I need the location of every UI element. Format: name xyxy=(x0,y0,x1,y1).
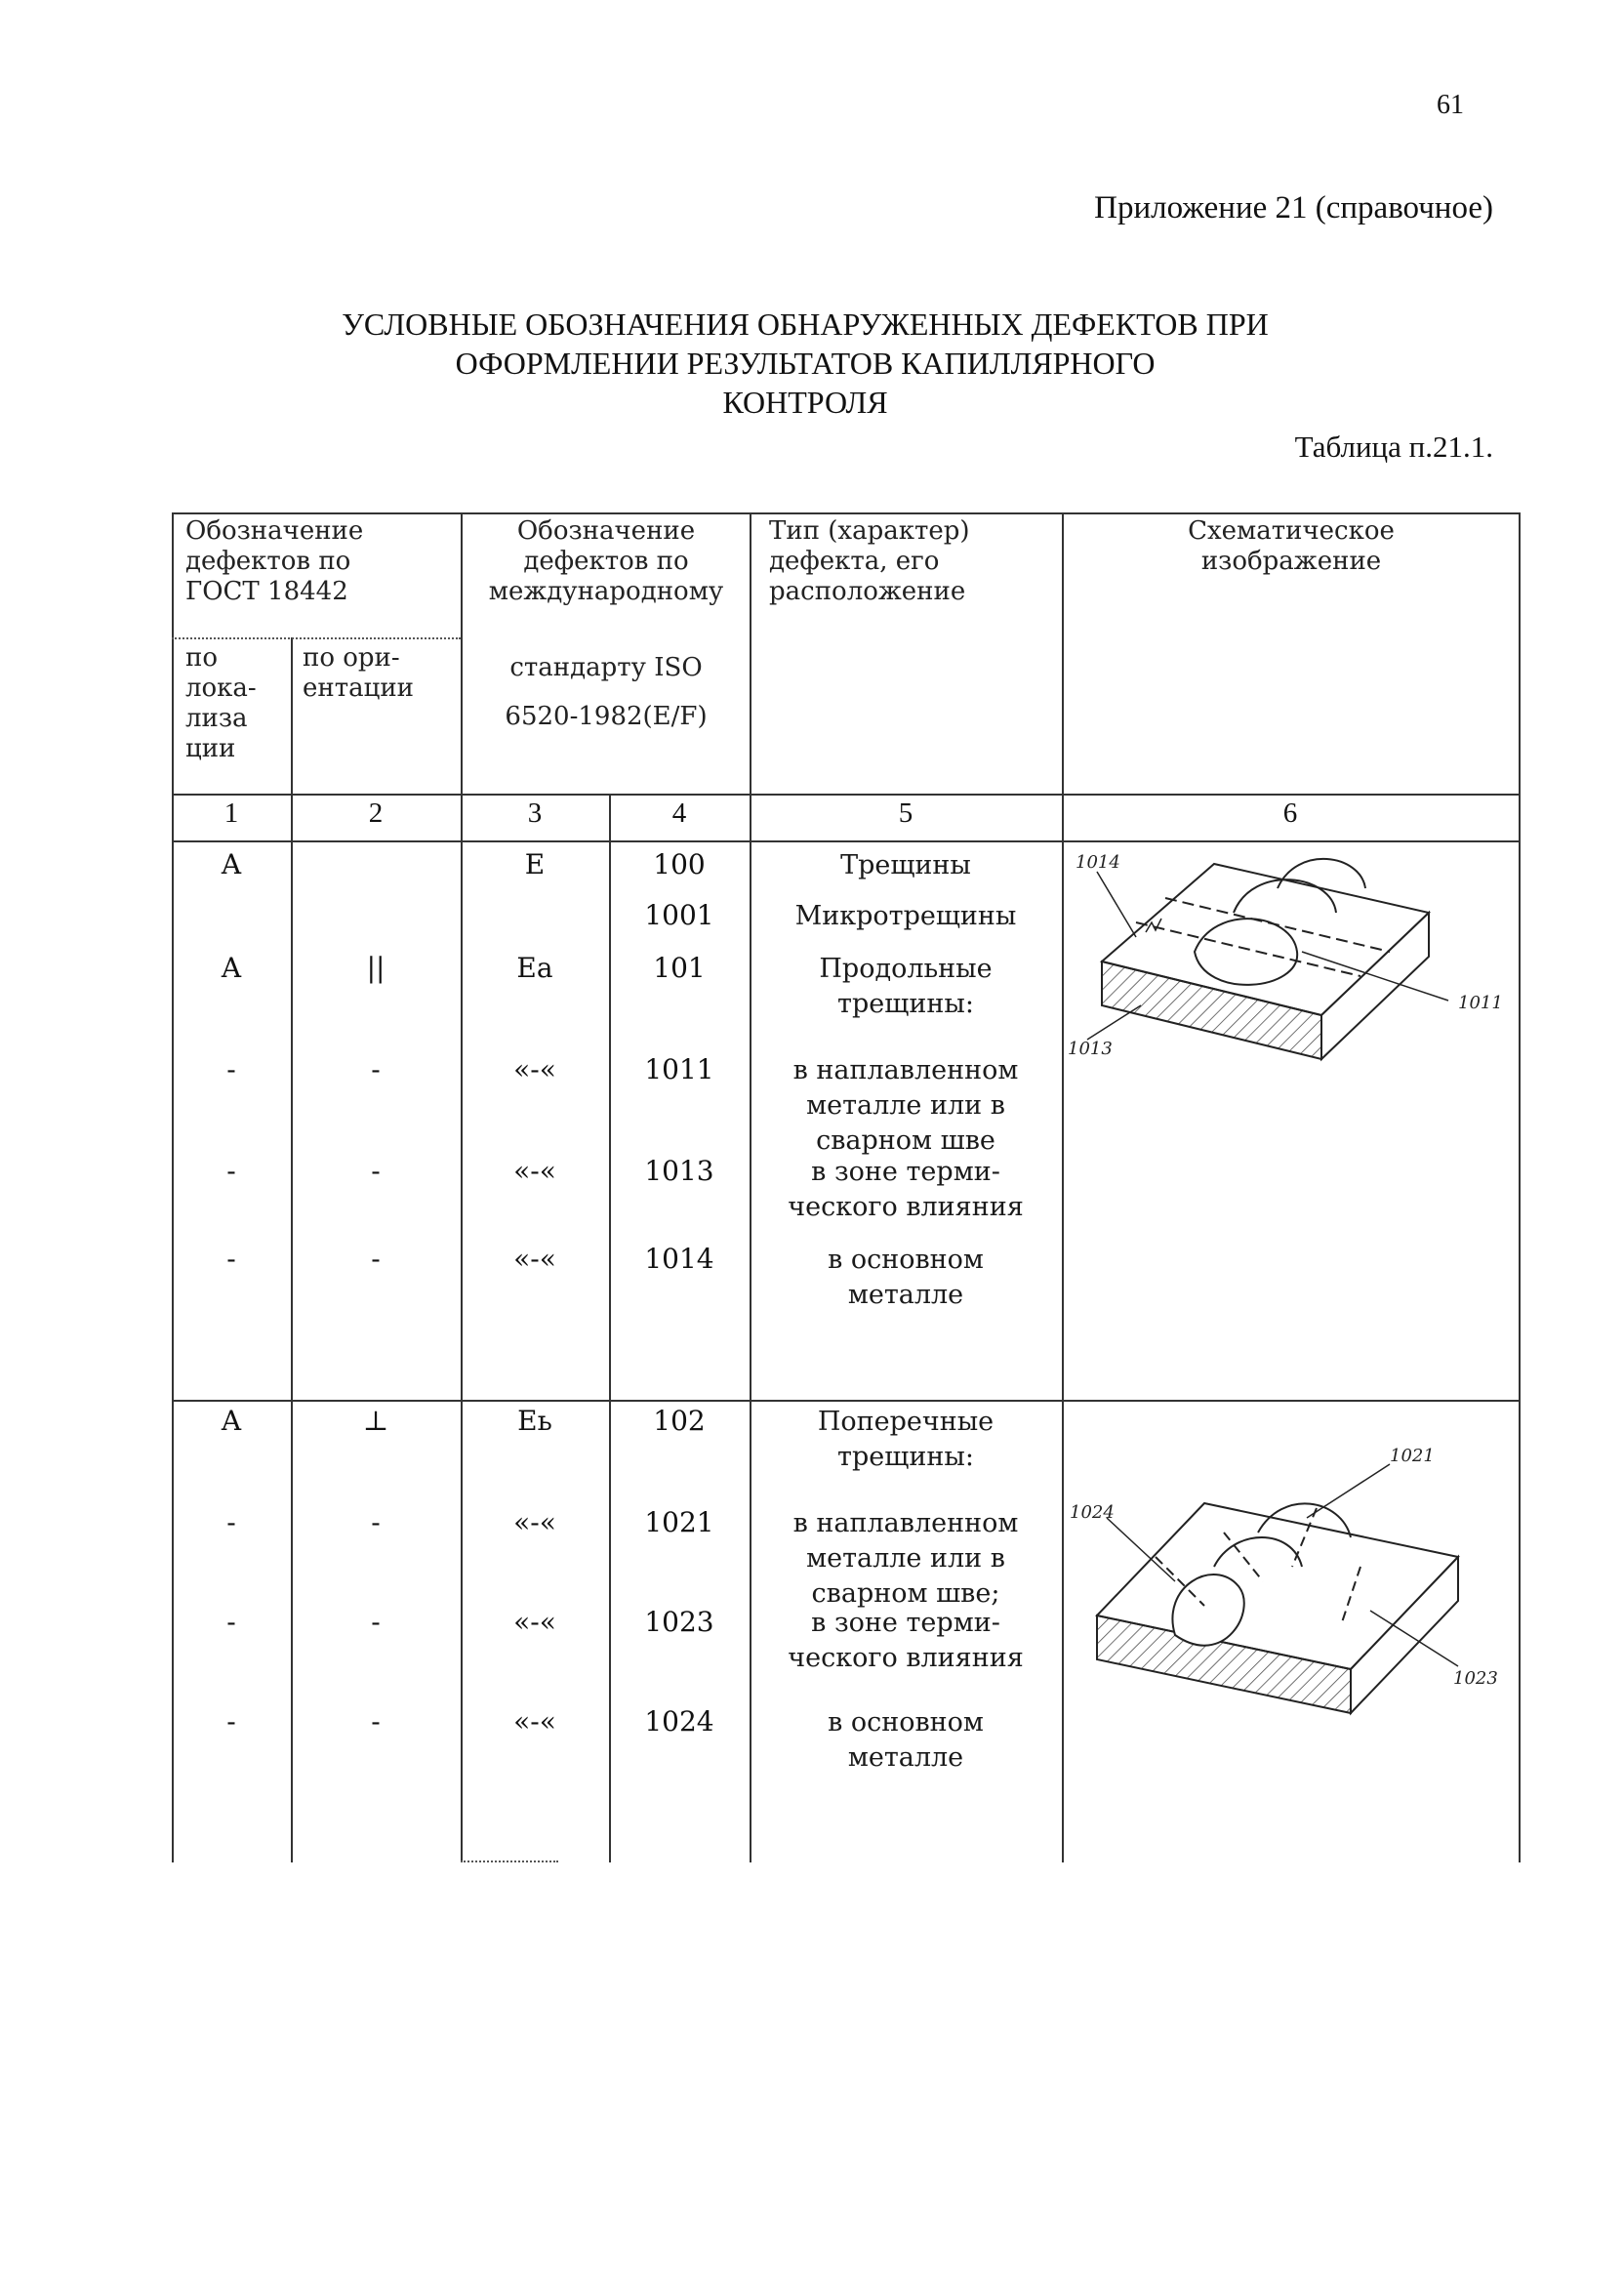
description-line: в основном xyxy=(828,1707,984,1738)
description-line: металле xyxy=(847,1280,964,1310)
header-orient-line: ентации xyxy=(303,674,414,703)
table-border-right xyxy=(1519,512,1521,1862)
header-iso-standard xyxy=(465,643,748,741)
header-local-line: лока- xyxy=(185,674,257,703)
appendix-label: Приложение 21 (справочное) xyxy=(1094,190,1493,225)
cell-code: 100 xyxy=(653,848,706,880)
longitudinal-cracks-figure xyxy=(1068,844,1517,1088)
header-gost xyxy=(185,516,459,607)
header-scheme-line: изображение xyxy=(1200,547,1382,576)
cell-description xyxy=(750,952,1062,1022)
description-line: металле xyxy=(847,1742,964,1773)
cell-code: 102 xyxy=(653,1405,706,1437)
description-line: в зоне терми- xyxy=(811,1157,1000,1187)
cell-code: 1023 xyxy=(644,1606,714,1638)
figure-label: 1023 xyxy=(1453,1668,1498,1689)
cell-iso-letter: Еь xyxy=(517,1405,552,1437)
title-line: КОНТРОЛЯ xyxy=(722,385,888,420)
header-scheme xyxy=(1066,516,1517,577)
cell-iso-letter: «-« xyxy=(513,1606,556,1638)
cell-orientation: - xyxy=(371,1155,381,1187)
description-line: ческого влияния xyxy=(788,1643,1024,1673)
description-line: трещины: xyxy=(837,989,974,1019)
cell-iso-letter: «-« xyxy=(513,1053,556,1085)
cell-localization: - xyxy=(226,1053,236,1085)
cell-orientation: - xyxy=(371,1243,381,1275)
header-gost-localization xyxy=(185,643,291,764)
cell-orientation: - xyxy=(371,1705,381,1738)
cell-code: 1001 xyxy=(644,899,714,931)
document-title xyxy=(244,305,1366,422)
defect-table xyxy=(172,512,1522,1862)
description-line: металле или в xyxy=(806,1543,1005,1574)
column-number: 6 xyxy=(1282,797,1298,829)
column-number: 5 xyxy=(898,797,914,829)
table-header-line xyxy=(172,794,1521,796)
description-line: ческого влияния xyxy=(788,1192,1024,1222)
header-type-line: дефекта, его xyxy=(769,547,940,576)
cell-localization: А xyxy=(221,848,242,880)
cell-code: 1011 xyxy=(644,1053,714,1085)
header-iso-line: дефектов по xyxy=(523,547,689,576)
cell-code: 101 xyxy=(653,952,706,984)
transverse-cracks-figure xyxy=(1068,1411,1517,1733)
cell-localization: - xyxy=(226,1606,236,1638)
cell-orientation: || xyxy=(366,952,386,984)
cell-localization: - xyxy=(226,1705,236,1738)
title-line: УСЛОВНЫЕ ОБОЗНАЧЕНИЯ ОБНАРУЖЕННЫХ ДЕФЕКТОВ ПРИ xyxy=(342,307,1269,342)
figure-label: 1021 xyxy=(1390,1446,1435,1466)
description-line: Поперечные xyxy=(817,1407,995,1437)
header-iso-line: Обозначение xyxy=(516,516,696,546)
description-line: сварном шве; xyxy=(811,1578,1000,1609)
cell-localization: - xyxy=(226,1506,236,1538)
header-local-line: ции xyxy=(185,734,236,763)
header-gost-orientation xyxy=(303,643,459,704)
table-subheader-line xyxy=(172,637,461,639)
header-iso-line: стандарту ISO xyxy=(509,653,703,682)
description-line: Трещины xyxy=(840,850,971,880)
cell-iso-letter: Е xyxy=(524,848,546,880)
cell-orientation: - xyxy=(371,1053,381,1085)
cell-iso-letter: «-« xyxy=(513,1155,556,1187)
cell-description xyxy=(750,1506,1062,1612)
column-number: 1 xyxy=(223,797,239,829)
page-number: 61 xyxy=(1437,90,1464,120)
cell-iso-letter: Еа xyxy=(516,952,553,984)
description-line: в зоне терми- xyxy=(811,1608,1000,1638)
column-number: 2 xyxy=(368,797,384,829)
cell-description xyxy=(750,1053,1062,1159)
cell-description xyxy=(750,1606,1062,1676)
cell-description xyxy=(750,1155,1062,1225)
header-iso xyxy=(465,516,748,607)
cell-localization: А xyxy=(221,952,242,984)
header-gost-line: Обозначение xyxy=(185,516,364,546)
cell-description xyxy=(750,899,1062,934)
table-divider xyxy=(1062,512,1064,1862)
header-orient-line: по ори- xyxy=(303,643,400,673)
cell-orientation: - xyxy=(371,1606,381,1638)
cell-localization: - xyxy=(226,1155,236,1187)
description-line: трещины: xyxy=(837,1442,974,1472)
description-line: в наплавленном xyxy=(792,1508,1019,1538)
description-line: металле или в xyxy=(806,1090,1005,1121)
cell-code: 1013 xyxy=(644,1155,714,1187)
cell-localization: - xyxy=(226,1243,236,1275)
title-line: ОФОРМЛЕНИИ РЕЗУЛЬТАТОВ КАПИЛЛЯРНОГО xyxy=(455,346,1156,381)
figure-label: 1014 xyxy=(1076,852,1120,873)
table-bottom-fragment xyxy=(461,1861,558,1862)
figure-label: 1011 xyxy=(1458,993,1503,1013)
description-line: Микротрещины xyxy=(794,901,1017,931)
header-gost-line: ГОСТ 18442 xyxy=(185,577,348,606)
header-type xyxy=(769,516,1058,607)
cell-iso-letter: «-« xyxy=(513,1243,556,1275)
header-type-line: Тип (характер) xyxy=(769,516,970,546)
header-gost-line: дефектов по xyxy=(185,547,351,576)
header-type-line: расположение xyxy=(769,577,966,606)
cell-description xyxy=(750,848,1062,883)
table-border-top xyxy=(172,512,1521,514)
column-number: 4 xyxy=(671,797,687,829)
column-number: 3 xyxy=(527,797,543,829)
header-local-line: по xyxy=(185,643,218,673)
cell-iso-letter: «-« xyxy=(513,1705,556,1738)
cell-iso-letter: «-« xyxy=(513,1506,556,1538)
description-line: в основном xyxy=(828,1245,984,1275)
table-section-line xyxy=(172,1400,1521,1402)
cell-description xyxy=(750,1705,1062,1776)
description-line: в наплавленном xyxy=(792,1055,1019,1085)
cell-description xyxy=(750,1405,1062,1475)
cell-code: 1024 xyxy=(644,1705,714,1738)
table-caption: Таблица п.21.1. xyxy=(1294,429,1493,464)
figure-label: 1024 xyxy=(1070,1502,1115,1523)
header-scheme-line: Схематическое xyxy=(1188,516,1395,546)
description-line: Продольные xyxy=(819,954,993,984)
table-number-line xyxy=(172,840,1521,842)
cell-localization: А xyxy=(221,1405,242,1437)
figure-label: 1013 xyxy=(1068,1039,1113,1059)
cell-description xyxy=(750,1243,1062,1313)
cell-code: 1021 xyxy=(644,1506,714,1538)
header-iso-line: международному xyxy=(488,577,724,606)
header-iso-line: 6520-1982(E/F) xyxy=(505,702,708,731)
cell-orientation: - xyxy=(371,1506,381,1538)
description-line: сварном шве xyxy=(816,1125,995,1156)
cell-orientation: ⊥ xyxy=(362,1405,389,1437)
header-local-line: лиза xyxy=(185,704,248,733)
cell-code: 1014 xyxy=(644,1243,714,1275)
